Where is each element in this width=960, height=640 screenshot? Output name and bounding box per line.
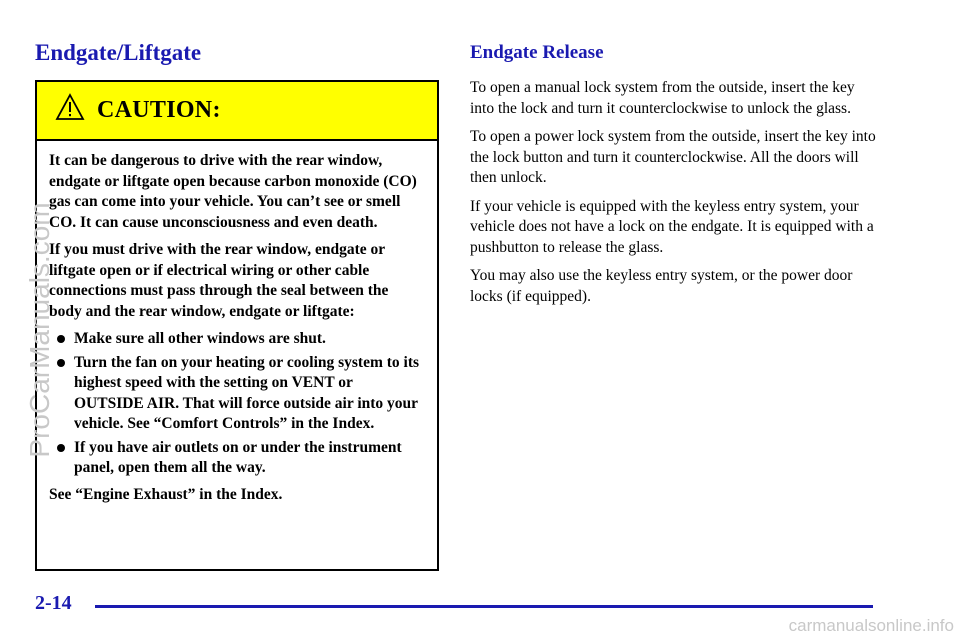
list-item <box>49 329 425 350</box>
warning-triangle-icon <box>55 93 85 121</box>
body-paragraph: If your vehicle is equipped with the keyless entry system, your vehicle does not have a lock on the endgate. It is equipped with a pushbutton to release the glass. <box>470 197 874 256</box>
list-item <box>49 438 425 479</box>
caution-paragraph: It can be dangerous to drive with the rear window, endgate or liftgate open because carbon monoxide (CO) gas can come into your vehicle. You can’t see or smell CO. It can cause unconsciousness and even death. <box>49 152 417 231</box>
bullet-icon <box>57 444 65 452</box>
caution-header <box>37 82 437 141</box>
list-item-text: If you have air outlets on or under the instrument panel, open them all the way. <box>74 438 402 476</box>
caution-bullet-list <box>49 329 425 479</box>
watermark-bottom: carmanualsonline.info <box>788 616 954 635</box>
caution-paragraph: If you must drive with the rear window, endgate or liftgate open or if electrical wiring or other cable connections must pass through the seal between the body and the rear window, endgate or liftgate: <box>49 241 389 320</box>
body-paragraph: To open a manual lock system from the outside, insert the key into the lock and turn it counterclockwise to unlock the glass. <box>470 79 855 117</box>
release-section <box>470 78 880 315</box>
bullet-icon <box>57 335 65 343</box>
watermark-side: ProCarManuals.com <box>24 202 55 458</box>
list-item <box>49 353 425 435</box>
caution-label: CAUTION: <box>97 97 221 123</box>
footer-rule <box>95 605 873 608</box>
section-heading: Endgate Release <box>470 42 604 63</box>
bullet-icon <box>57 359 65 367</box>
body-paragraph: To open a power lock system from the outside, insert the key into the lock button and turn it counterclockwise. All the doors will then unlock. <box>470 128 876 186</box>
caution-box <box>35 80 439 571</box>
body-paragraph: You may also use the keyless entry system, or the power door locks (if equipped). <box>470 267 853 305</box>
list-item-text: Turn the fan on your heating or cooling system to its highest speed with the setting on VENT or OUTSIDE AIR. That will force outside air into your vehicle. See “Comfort Controls” in the Index. <box>74 353 420 432</box>
page-title: Endgate/Liftgate <box>35 40 202 65</box>
list-item-text: Make sure all other windows are shut. <box>74 330 326 347</box>
page-number: 2-14 <box>35 592 72 614</box>
caution-footer: See “Engine Exhaust” in the Index. <box>49 485 283 503</box>
caution-body <box>37 141 437 505</box>
